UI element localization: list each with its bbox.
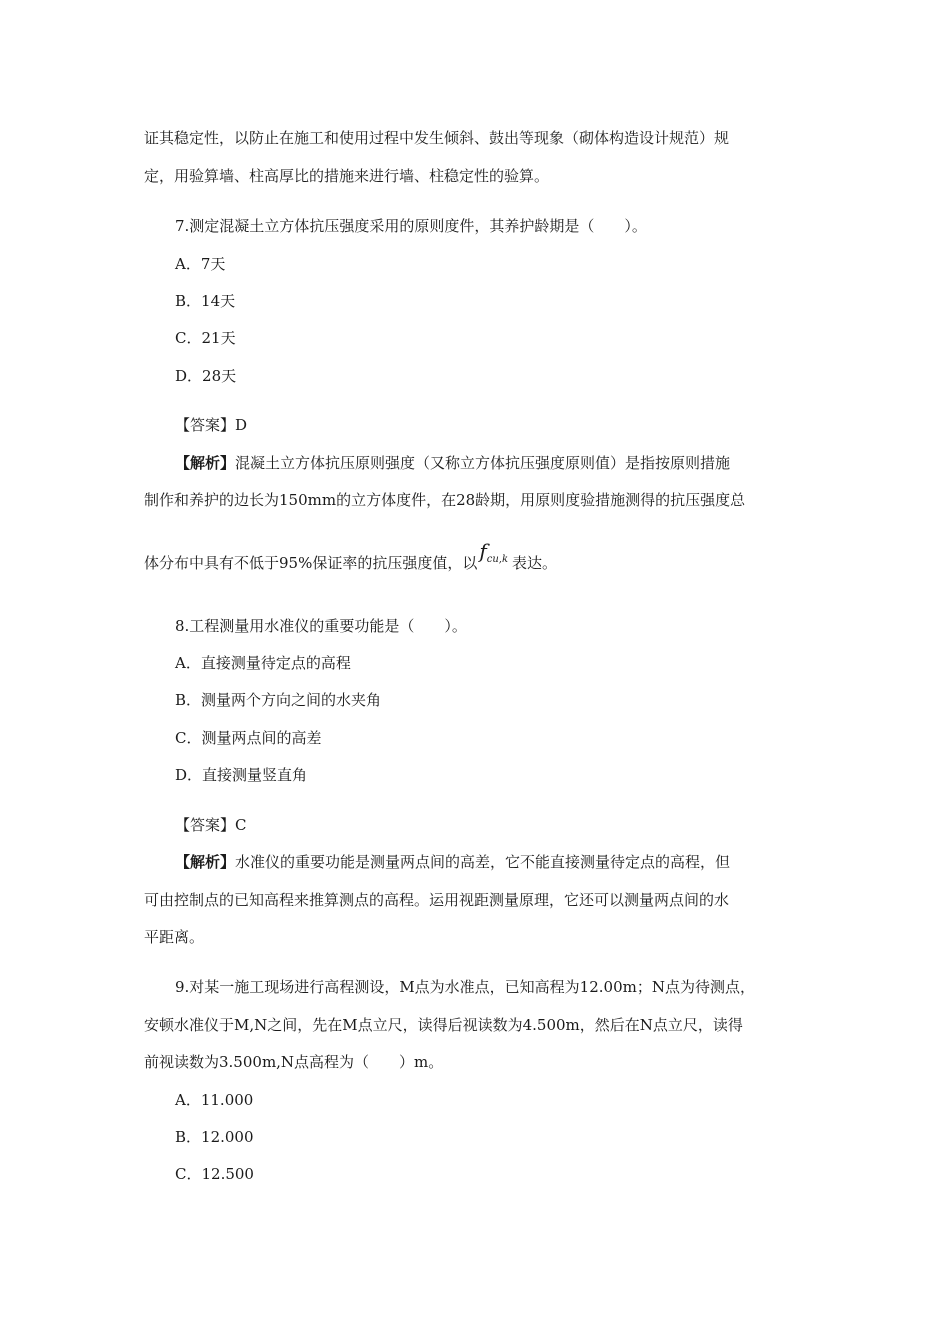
q7-explanation-line-3 xyxy=(144,539,558,576)
q7-explain-text-3-post: 表达。 xyxy=(512,554,558,572)
q8-explanation-line-1 xyxy=(175,852,730,872)
q8-option-c: C．测量两点间的高差 xyxy=(175,729,322,747)
q8-explanation-line-3: 平距离。 xyxy=(144,928,205,946)
q8-explain-text-1: 水准仪的重要功能是测量两点间的高差，它不能直接测量待定点的高程，但 xyxy=(235,853,731,871)
q7-option-d: D．28天 xyxy=(175,367,237,385)
q7-explanation-line-1 xyxy=(175,453,730,473)
q7-answer xyxy=(175,415,247,435)
q7-option-c: C．21天 xyxy=(175,329,236,347)
intro-line-1: 证其稳定性，以防止在施工和使用过程中发生倾斜、鼓出等现象（砌体构造设计规范）规 xyxy=(144,129,730,147)
q7-answer-value: D xyxy=(235,416,248,434)
q7-explain-text-3-pre: 体分布中具有不低于95%保证率的抗压强度值，以 xyxy=(144,554,478,572)
q7-answer-label: 【答案】 xyxy=(175,416,236,434)
q7-option-a: A．7天 xyxy=(175,255,226,273)
q7-option-b: B．14天 xyxy=(175,292,236,310)
q8-answer xyxy=(175,815,247,835)
q8-option-d: D．直接测量竖直角 xyxy=(175,766,308,784)
q7-explanation-line-2: 制作和养护的边长为150mm的立方体度件，在28龄期，用原则度验措施测得的抗压强度总 xyxy=(144,491,746,509)
q9-option-c: C．12.500 xyxy=(175,1165,254,1183)
q8-question: 8.工程测量用水准仪的重要功能是（ ）。 xyxy=(175,617,467,635)
q8-answer-value: C xyxy=(235,816,247,834)
q8-explanation-line-2: 可由控制点的已知高程来推算测点的高程。运用视距测量原理，它还可以测量两点间的水 xyxy=(144,891,730,909)
q8-answer-label: 【答案】 xyxy=(175,816,236,834)
q7-question: 7.测定混凝土立方体抗压强度采用的原则度件，其养护龄期是（ ）。 xyxy=(175,217,647,235)
formula-subscript: cu,k xyxy=(486,554,509,565)
q8-option-b: B．测量两个方向之间的水夹角 xyxy=(175,691,382,709)
formula-main: f xyxy=(479,539,487,563)
q7-explain-label: 【解析】 xyxy=(175,454,236,472)
q8-explain-label: 【解析】 xyxy=(175,853,236,871)
intro-line-2: 定，用验算墙、柱高厚比的措施来进行墙、柱稳定性的验算。 xyxy=(144,167,550,185)
q9-option-b: B．12.000 xyxy=(175,1128,254,1146)
q9-question-line-3: 前视读数为3.500m,N点高程为（ ）m。 xyxy=(144,1053,444,1071)
q8-option-a: A．直接测量待定点的高程 xyxy=(175,654,351,672)
q9-question-line-2: 安顿水准仪于M,N之间，先在M点立尺，读得后视读数为4.500m，然后在N点立尺，读得 xyxy=(144,1016,743,1034)
q9-question-line-1: 9.对某一施工现场进行高程测设，M点为水准点，已知高程为12.00m；N点为待测点， xyxy=(175,978,755,996)
q7-explain-text-1: 混凝土立方体抗压原则强度（又称立方体抗压强度原则值）是指按原则措施 xyxy=(235,454,731,472)
formula-fcuk xyxy=(477,539,512,576)
q9-option-a: A．11.000 xyxy=(175,1091,254,1109)
